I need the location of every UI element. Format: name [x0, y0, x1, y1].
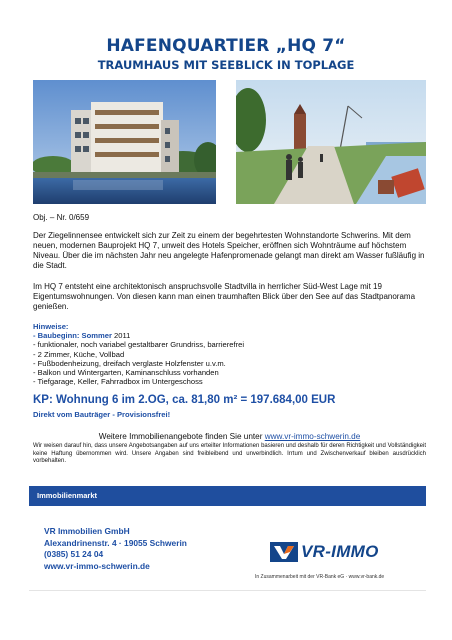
immobilienmarkt-banner: [29, 486, 426, 506]
page-title-block: [0, 36, 452, 72]
page-subtitle: TRAUMHAUS MIT SEEBLICK IN TOPLAGE: [97, 58, 355, 72]
intro-paragraph: Der Ziegelinnensee entwickelt sich zur Zeit zu einem der begehrtesten Wohnstandorte Schwerins. Mit dem neuen, modernen Bauprojekt HQ 7, unweit des Hotels Speicher, eröffnen sich Wohnträume auf höchstem Niveau. Über die im nächsten Jahr neu angelegte Hafenpromenade gelangt man direkt am Wasser fußläufig in die Stadt.: [33, 231, 425, 270]
feature-item: - Fußbodenheizung, dreifach verglaste Holzfenster u.v.m.: [33, 358, 226, 368]
banner-label: Immobilienmarkt: [37, 491, 98, 500]
company-address: Alexandrinenstr. 4 · 19055 Schwerin: [44, 537, 187, 548]
price-headline: KP: Wohnung 6 im 2.OG, ca. 81,80 m² = 197.684,00 EUR: [33, 394, 336, 406]
object-number: Obj. – Nr. 0/659: [33, 213, 90, 222]
cooperation-note: In Zusammenarbeit mit der VR-Bank eG · www.vr-bank.de: [255, 574, 385, 580]
building-rendering-image: [33, 80, 216, 204]
feature-item: - funktionaler, noch variabel gestaltbarer Grundriss, barrierefrei: [33, 340, 245, 350]
features-heading: Hinweise:: [33, 322, 69, 331]
description-paragraph: Im HQ 7 entsteht eine architektonisch anspruchsvolle Stadtvilla in herrlicher Süd-West Lage mit 19 Eigentumswohnungen. Von diesen kann man einen traumhaften Blick über den See auf das Stadtpanorama genießen.: [33, 282, 416, 311]
feature-item: - Tiefgarage, Keller, Fahrradbox im Untergeschoss: [33, 377, 203, 387]
more-offers-text: Weitere Immobilienangebote finden Sie unter: [98, 432, 265, 441]
price-note: Direkt vom Bauträger - Provisionsfrei!: [33, 410, 171, 419]
disclaimer-text: Wir weisen darauf hin, dass unsere Angebotsangaben auf uns erteilter Informationen basieren und deshalb für deren Richtigkeit und Vollständigkeit keine Haftung übernommen wird. Unsere Angaben sind freibleibend und unverbindlich. Irrtum und Zwischenverkauf bleiben ausdrücklich vorbehalten.: [33, 443, 426, 465]
features-list: [33, 322, 426, 386]
page-title: HAFENQUARTIER „HQ 7“: [106, 36, 346, 56]
company-website[interactable]: www.vr-immo-schwerin.de: [44, 560, 150, 571]
website-link[interactable]: www.vr-immo-schwerin.de: [264, 432, 361, 441]
vr-immo-logo-text: VR-IMMO: [301, 542, 379, 561]
vr-logo-icon: [270, 542, 298, 567]
contact-block: [44, 526, 187, 572]
company-phone: (0385) 51 24 04: [44, 549, 104, 560]
more-offers-line: [33, 432, 426, 441]
baubeginn-label: - Baubeginn: Sommer: [33, 331, 112, 341]
feature-item-baubeginn: [33, 331, 426, 340]
promenade-rendering-image: [236, 80, 426, 204]
feature-item: - Balkon und Wintergarten, Kaminanschluss vorhanden: [33, 368, 219, 378]
company-name: VR Immobilien GmbH: [44, 526, 130, 536]
feature-item: - 2 Zimmer, Küche, Vollbad: [33, 349, 125, 359]
baubeginn-year: 2011: [111, 331, 131, 341]
